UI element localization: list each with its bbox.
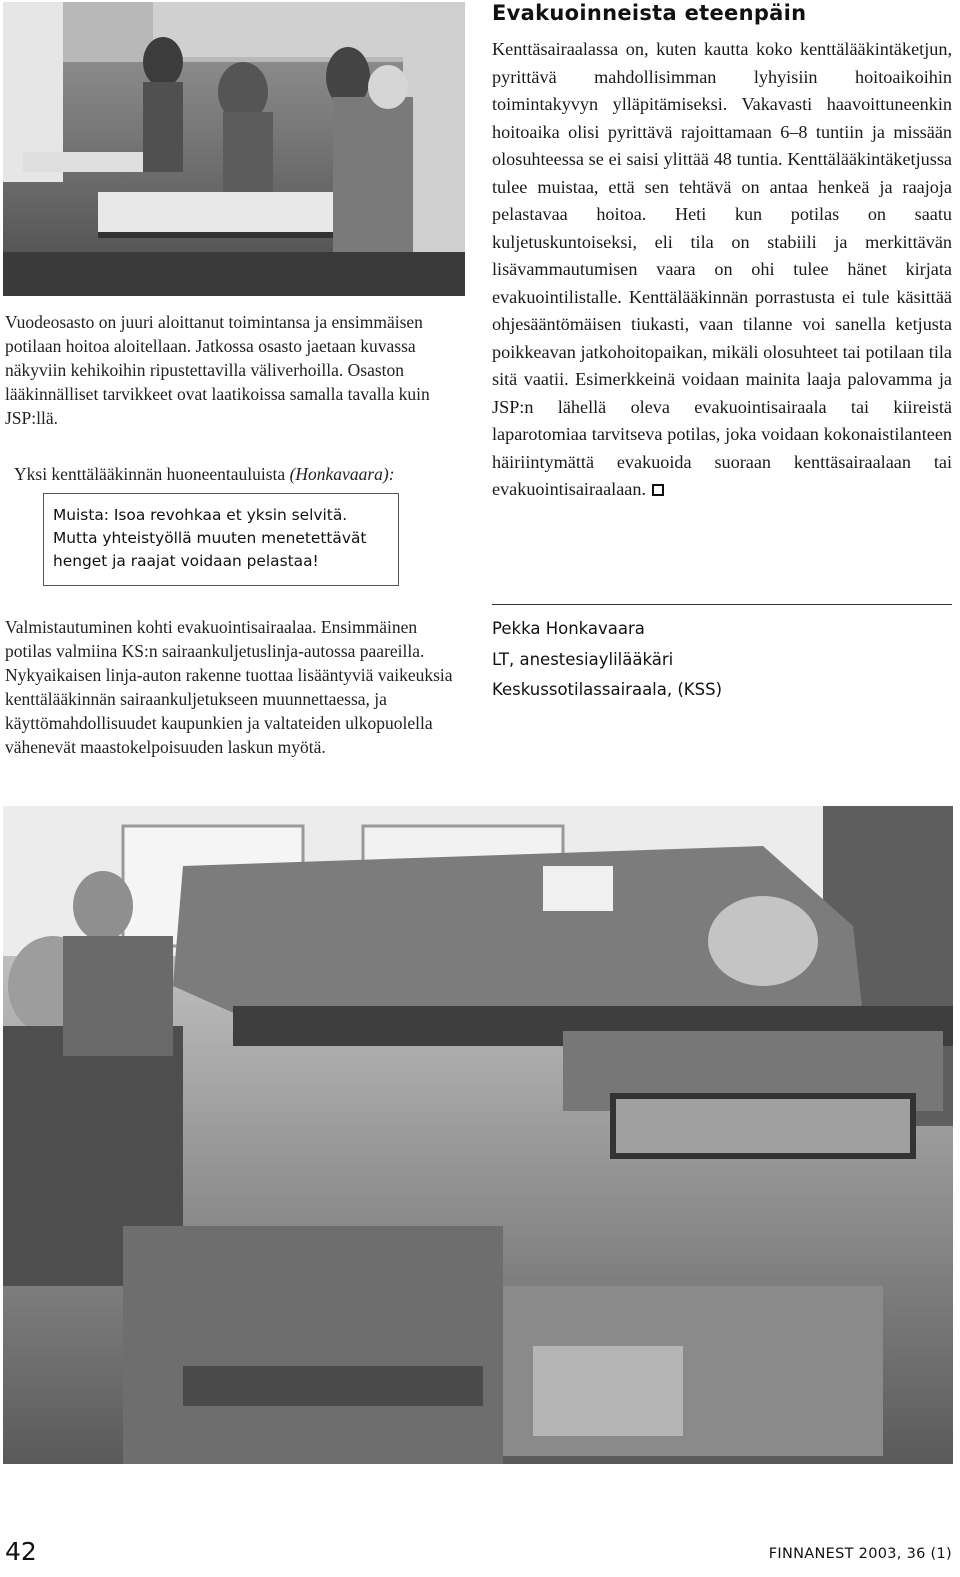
article-body [492, 36, 952, 504]
patient-on-stretcher-in-bus-photo [3, 806, 953, 1464]
board-intro [14, 462, 464, 486]
end-of-article-square-icon [652, 484, 664, 496]
field-hospital-ward-illustration [3, 2, 465, 296]
article-title: Evakuoinneista eteenpäin [492, 1, 807, 25]
journal-reference: FINNANEST 2003, 36 (1) [768, 1546, 952, 1562]
signature-divider [492, 604, 952, 605]
motto-line: Muista: Isoa revohkaa et yksin selvitä. [53, 506, 348, 524]
motto-line: henget ja raajat voidaan pelastaa! [53, 552, 319, 570]
field-hospital-ward-photo [3, 2, 465, 296]
board-credit: (Honkavaara): [289, 464, 395, 484]
page-number: 42 [5, 1537, 37, 1566]
article-body-text: Kenttäsairaalassa on, kuten kautta koko kenttälääkintäketjun, pyrittävä mahdollisimman lyhyisiin hoitoaikoihin toimintakyvyn ylläpitämiseksi. Vakavasti haavoittuneenkin hoitoaika olisi pyrittävä rajoittamaan 6–8 tuntiin ja missään olosuhteessa se ei saisi ylittää 48 tuntia. Kenttälääkintäketjussa tulee muistaa, että sen tehtävä on antaa henkeä ja raajoja pelastavaa hoitoa. Heti kun potilas on saatu kuljetuskuntoiseksi, eli tila on stabiili ja merkittävän lisävammautumisen vaara on ohi tulee hänet kirjata evakuointilistalle. Kenttälääkinnän porrastusta ei tule käsittää ohjesääntömäisen tiukasti, vaan tilanne voi sanella ketjusta poikkeavan jatkohoitopaikan, mikäli olosuhteet tai potilaan tila sitä vaatii. Esimerkkeinä voidaan mainita laaja palovamma ja JSP:n lähellä oleva evakuointisairaala tai kiireistä laparotomiaa tarvitseva potilas, joka voidaan kokonaistilanteen häiriintymättä evakuoida suoraan kenttäsairaalaan tai evakuointisairaalaan. [492, 39, 952, 499]
bottom-photo-caption: Valmistautuminen kohti evakuointisairaalaa. Ensimmäinen potilas valmiina KS:n sairaankuljetuslinja-autossa paareilla. Nykyaikaisen linja-auton rakenne tuottaa lisääntyviä vaikeuksia kenttälääkinnän sairaankuljetukseen muunnettaessa, ja käyttömahdollisuudet kaupunkien ja valtateiden ulkopuolella vähenevät maastokelpoisuuden laskun myötä. [5, 617, 453, 757]
author-organization: Keskussotilassairaala, (KSS) [492, 680, 723, 699]
board-intro-text: Yksi kenttälääkinnän huoneentauluista [14, 464, 286, 484]
author-title: LT, anestesiaylilääkäri [492, 650, 674, 669]
motto-line: Mutta yhteistyöllä muuten menetettävät [53, 529, 367, 547]
top-photo-caption: Vuodeosasto on juuri aloittanut toimintansa ja ensimmäisen potilaan hoitoa aloitellaan. Jatkossa osasto jaetaan kuvassa näkyviin kehikoihin ripustettavilla väliverhoilla. Osaston lääkinnälliset tarvikkeet ovat laatikoissa samalla tavalla kuin JSP:llä. [5, 312, 430, 428]
author-name: Pekka Honkavaara [492, 619, 645, 638]
motto-box [43, 493, 399, 586]
stretcher-bus-illustration [3, 806, 953, 1464]
